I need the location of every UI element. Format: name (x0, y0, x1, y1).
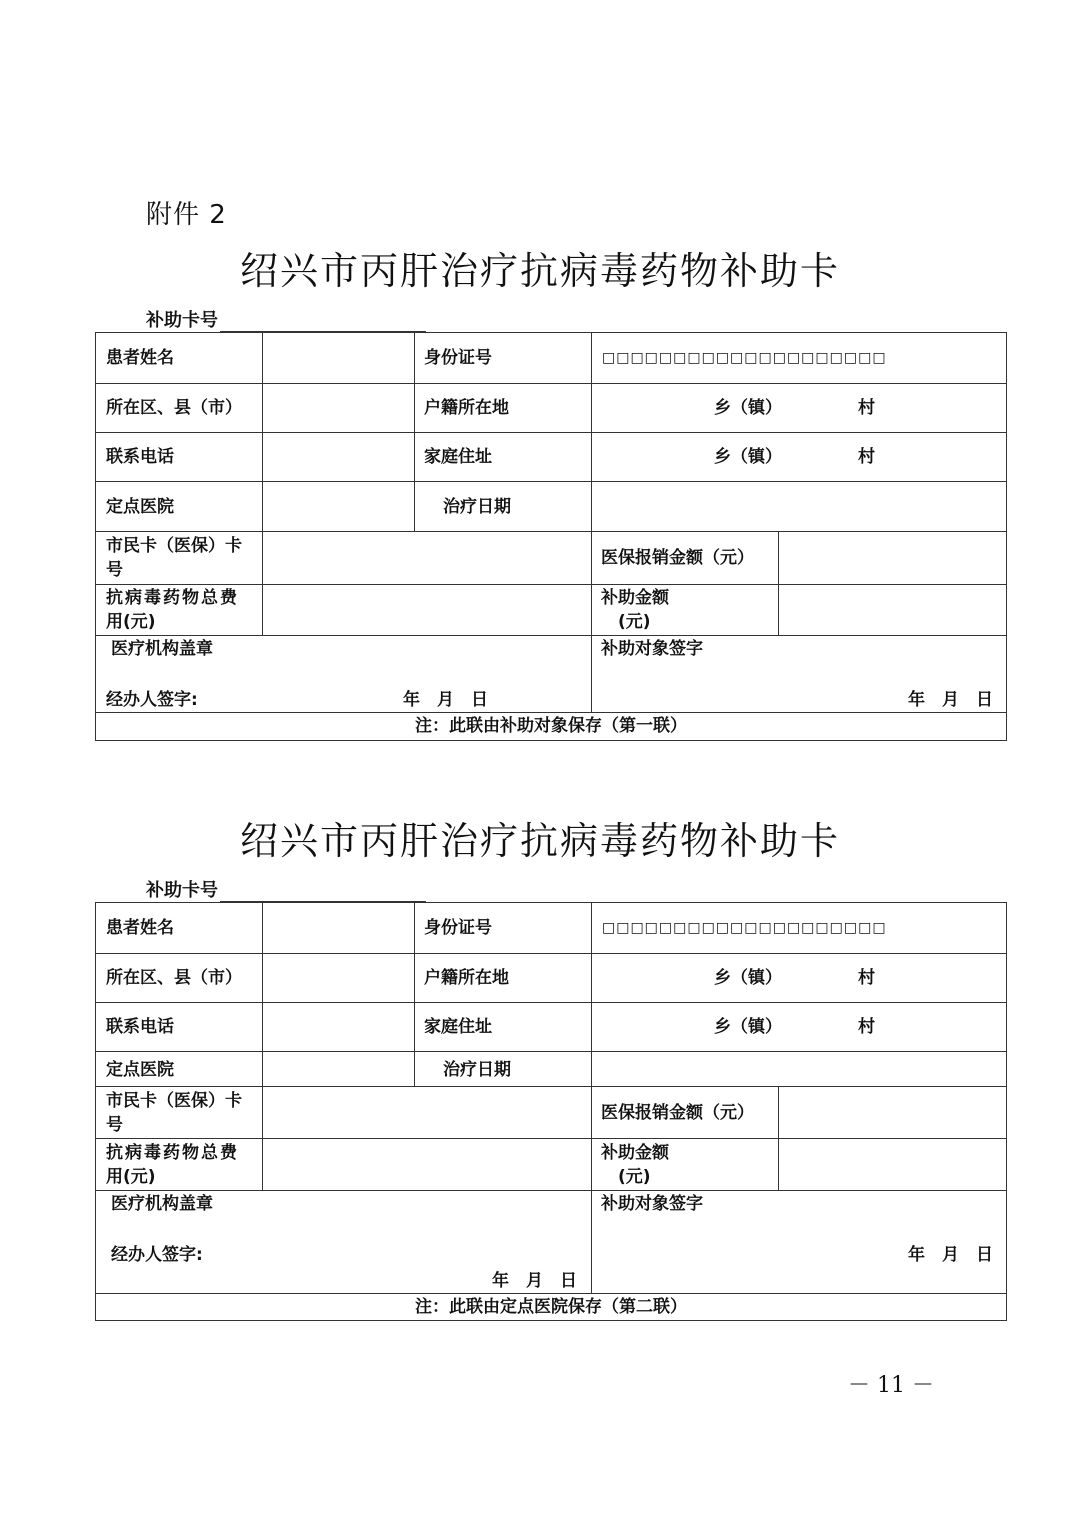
hospital-field[interactable] (263, 1052, 414, 1086)
insurance-amount-label: 医保报销金额（元） (601, 1103, 754, 1123)
registered-residence-label: 户籍所在地 (424, 398, 509, 418)
page-number: － 11 － (848, 1373, 934, 1398)
residence-township-label: 乡（镇） (714, 398, 782, 418)
phone-field[interactable] (263, 1003, 414, 1051)
id-number-label: 身份证号 (424, 918, 492, 938)
residence-village-label: 村 (858, 968, 875, 988)
id-number-boxes[interactable]: □□□□□□□□□□□□□□□□□□□□ (602, 920, 887, 936)
subsidy-amount-label (601, 586, 669, 634)
subsidy-amount-field[interactable] (779, 1139, 1006, 1190)
drug-cost-field[interactable] (263, 1139, 591, 1190)
institution-seal-label: 医疗机构盖章 (111, 1194, 213, 1214)
citizen-card-label (106, 1089, 242, 1137)
treatment-date-field[interactable] (592, 482, 1006, 531)
beneficiary-date-label: 年 月 日 (908, 690, 993, 710)
drug-cost-field[interactable] (263, 585, 591, 635)
district-label: 所在区、县（市） (106, 968, 242, 988)
phone-label: 联系电话 (106, 1017, 174, 1037)
citizen-card-field[interactable] (263, 1087, 591, 1138)
patient-name-label: 患者姓名 (106, 918, 174, 938)
card-number-label: 补助卡号 (146, 310, 218, 331)
attachment-label: 附件 2 (146, 200, 227, 230)
beneficiary-signature-label: 补助对象签字 (601, 1194, 703, 1214)
card-number-label: 补助卡号 (146, 880, 218, 901)
subsidy-card-form-1 (95, 332, 1007, 741)
drug-cost-label (106, 1141, 239, 1189)
phone-label: 联系电话 (106, 447, 174, 467)
id-number-label: 身份证号 (424, 348, 492, 368)
drug-cost-label-line1: 抗病毒药物总费 (106, 588, 239, 608)
handler-signature-label: 经办人签字: (111, 1245, 203, 1265)
address-village-label: 村 (858, 1017, 875, 1037)
district-field[interactable] (263, 954, 414, 1002)
card-number-blank[interactable] (220, 881, 426, 902)
citizen-card-label-line1: 市民卡（医保）卡 (106, 536, 242, 556)
drug-cost-label-line2: 用(元) (106, 1167, 156, 1187)
subsidy-amount-label-line1: 补助金额 (601, 1143, 669, 1163)
residence-township-label: 乡（镇） (714, 968, 782, 988)
phone-field[interactable] (263, 433, 414, 481)
subsidy-card-form-2 (95, 902, 1007, 1321)
patient-name-field[interactable] (263, 333, 414, 383)
institution-seal-label: 医疗机构盖章 (111, 639, 213, 659)
drug-cost-label-line1: 抗病毒药物总费 (106, 1143, 239, 1163)
card-note: 注：此联由定点医院保存（第二联） (415, 1297, 687, 1317)
citizen-card-label-line2: 号 (106, 560, 123, 580)
treatment-date-field[interactable] (592, 1052, 1006, 1086)
card-number-field (146, 876, 426, 902)
patient-name-field[interactable] (263, 903, 414, 953)
registered-residence-label: 户籍所在地 (424, 968, 509, 988)
insurance-amount-field[interactable] (779, 532, 1006, 584)
handler-date-label: 年 月 日 (492, 1271, 577, 1291)
handler-signature-label: 经办人签字: (106, 690, 198, 710)
address-township-label: 乡（镇） (714, 1017, 782, 1037)
home-address-label: 家庭住址 (424, 447, 492, 467)
home-address-label: 家庭住址 (424, 1017, 492, 1037)
beneficiary-date-label: 年 月 日 (908, 1245, 993, 1265)
residence-village-label: 村 (858, 398, 875, 418)
hospital-field[interactable] (263, 482, 414, 531)
treatment-date-label: 治疗日期 (443, 1060, 511, 1080)
subsidy-amount-label (601, 1141, 669, 1189)
citizen-card-label (106, 534, 242, 582)
subsidy-amount-label-line1: 补助金额 (601, 588, 669, 608)
district-label: 所在区、县（市） (106, 398, 242, 418)
card-title: 绍兴市丙肝治疗抗病毒药物补助卡 (239, 819, 840, 863)
subsidy-amount-field[interactable] (779, 585, 1006, 635)
insurance-amount-field[interactable] (779, 1087, 1006, 1138)
treatment-date-label: 治疗日期 (443, 497, 511, 517)
card-title: 绍兴市丙肝治疗抗病毒药物补助卡 (239, 249, 840, 293)
handler-date-label: 年 月 日 (403, 690, 488, 710)
subsidy-amount-label-line2: (元) (618, 1167, 651, 1187)
citizen-card-label-line1: 市民卡（医保）卡 (106, 1091, 242, 1111)
subsidy-amount-label-line2: (元) (618, 612, 651, 632)
citizen-card-field[interactable] (263, 532, 591, 584)
beneficiary-signature-label: 补助对象签字 (601, 639, 703, 659)
card-number-field (146, 306, 426, 332)
hospital-label: 定点医院 (106, 497, 174, 517)
district-field[interactable] (263, 384, 414, 432)
insurance-amount-label: 医保报销金额（元） (601, 548, 754, 568)
card-number-blank[interactable] (220, 311, 426, 332)
id-number-boxes[interactable]: □□□□□□□□□□□□□□□□□□□□ (602, 350, 887, 366)
drug-cost-label (106, 586, 239, 634)
hospital-label: 定点医院 (106, 1060, 174, 1080)
citizen-card-label-line2: 号 (106, 1115, 123, 1135)
address-village-label: 村 (858, 447, 875, 467)
card-note: 注：此联由补助对象保存（第一联） (415, 716, 687, 736)
patient-name-label: 患者姓名 (106, 348, 174, 368)
address-township-label: 乡（镇） (714, 447, 782, 467)
drug-cost-label-line2: 用(元) (106, 612, 156, 632)
